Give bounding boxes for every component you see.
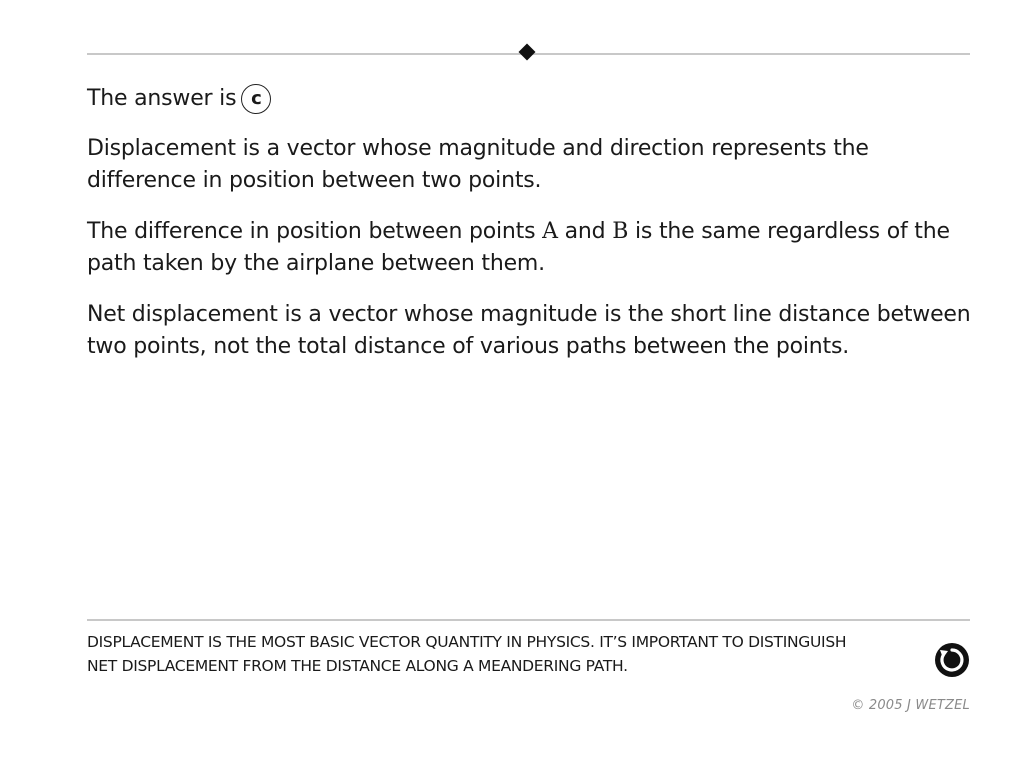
answer-choice-badge: c [241, 84, 271, 114]
point-b-label: B [612, 219, 629, 244]
copyright-notice: © 2005 J WETZEL [851, 698, 970, 713]
replay-icon [934, 642, 970, 678]
paragraph-text: The difference in position between points [87, 219, 543, 244]
footer-note [87, 630, 927, 678]
answer-prefix: The answer is [87, 86, 237, 111]
paragraph-text: is the same regardless of the path taken by the airplane between them. [87, 219, 950, 276]
paragraph-text: and [557, 219, 613, 244]
diamond-marker-icon [519, 44, 536, 61]
paragraph-path-independence [87, 216, 977, 280]
footer-note-line: DISPLACEMENT IS THE MOST BASIC VECTOR QUANTITY IN PHYSICS. IT’S IMPORTANT TO DISTINGUISH [87, 633, 847, 651]
point-a-label: A [542, 219, 558, 244]
bottom-divider [87, 619, 970, 621]
answer-explanation [87, 82, 977, 382]
paragraph-net-displacement: Net displacement is a vector whose magnitude is the short line distance between two points, not the total distance of various paths between the points. [87, 302, 971, 359]
answer-line [87, 82, 977, 116]
replay-button[interactable] [934, 642, 970, 678]
footer-note-line: NET DISPLACEMENT FROM THE DISTANCE ALONG A MEANDERING PATH. [87, 657, 628, 675]
paragraph-displacement-definition: Displacement is a vector whose magnitude and direction represents the difference in position between two points. [87, 136, 869, 193]
